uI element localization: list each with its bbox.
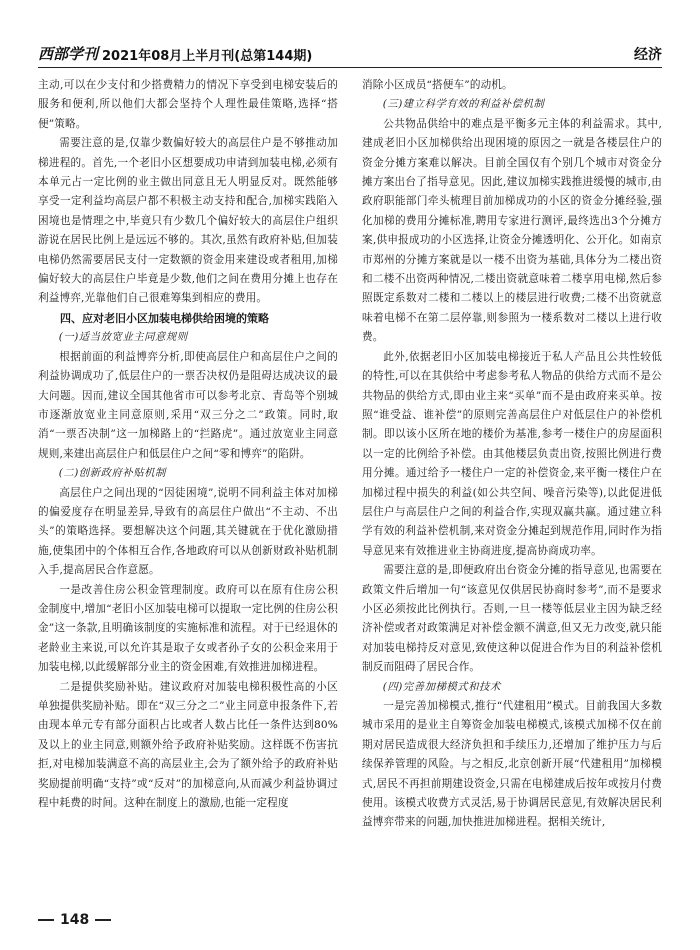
subsection-heading: (三)建立科学有效的利益补偿机制 — [382, 98, 545, 111]
paragraph: 此外,依据老旧小区加装电梯接近于私人产品且公共性较低的特性,可以在其供给中考虑参考私人物品的供给方式而不是公共物品的供给方式,即由业主来“买单”而不是由政府来买单。按照“谁受益、谁补偿”的原则完善高层住户对低层住户的补偿机制。即以该小区所在地的楼价为基准,参考一楼住户的房屋面积以一定的比例给予补偿。由其他楼层负责出资,按照比例进行费用分摊。通过给予一楼住户一定的补偿资金,来平衡一楼住户在加梯过程中损失的利益(如公共空间、噪音污染等),以此促进低层住户与高层住户之间的利益合作,实现双赢共赢。通过建立科学有效的利益补偿机制,来对资金分摊起到规范作用,同时作为指导意见来有效推进业主协商进度,提高协商成功率。 — [362, 350, 662, 557]
section-heading: 四、应对老旧小区加装电梯供给困境的策略 — [60, 311, 269, 325]
paragraph: 公共物品供给中的难点是平衡多元主体的利益需求。其中,建成老旧小区加梯供给出现困境的原因之一就是各楼层住户的资金分摊方案难以解决。目前全国仅有个别几个城市对资金分摊方案出台了指导意见。因此,建议加梯实践推进缓慢的城市,由政府职能部门牵头梳理目前加梯成功的小区的资金分摊经验,强化加梯的费用分摊标准,聘用专家进行测评,最终选出3个分摊方案,供申报成功的小区选择,让资金分摊透明化、公开化。如南京市郑州的分摊方案就是以一楼不出资为基础,具体分为二楼出资和二楼不出资两种情况,二楼出资就意味着二楼享用电梯,然后参照既定系数对二楼和二楼以上的楼层进行收费;二楼不出资就意味着电梯不在第二层停靠,则参照为一楼系数对二楼以上进行收费。 — [362, 117, 662, 344]
footer-dash-left — [38, 919, 54, 921]
paragraph: 根据前面的利益博弈分析,即使高层住户和高层住户之间的利益协调成功了,低层住户的一票否决权仍是阻碍达成决议的最大问题。因而,建议全国其他省市可以参考北京、青岛等个别城市逐渐放宽业主同意原则,采用“双三分之二”政策。同时,取消“一票否决制”这一加梯路上的“拦路虎”。通过放宽业主同意规则,来建出高层住户和低层住户之间“零和博弈”的陷阱。 — [38, 350, 338, 460]
left-column — [38, 76, 338, 898]
paragraph: 一是改善住房公积金管理制度。政府可以在原有住房公积金制度中,增加“老旧小区加装电梯可以提取一定比例的住房公积金”这一条款,且明确该制度的实施标准和流程。对于已经退休的老龄业主来说,可以允许其是取子女或者孙子女的公积金来用于加装电梯,以此缓解部分业主的资金困难,有效推进加梯进程。 — [38, 583, 338, 674]
header-left — [38, 43, 312, 64]
paragraph: 一是完善加梯模式,推行“代建租用”模式。目前我国大多数城市采用的是业主自筹资金加装电梯模式,该模式加梯不仅在前期对居民造成很大经济负担和手续压力,还增加了维护压力与后续保养管理的风险。与之相反,北京创新开展“代建租用”加梯模式,居民不再担前期建设资金,只需在电梯建成后按年或按月付费使用。该模式收费方式灵活,易于协调居民意见,有效解决居民利益博弈带来的问题,加快推进加梯进程。据相关统计, — [362, 700, 662, 829]
subsection-heading: (二)创新政府补贴机制 — [58, 467, 166, 480]
continued-paragraph: 消除小区成员“搭便车”的动机。 — [362, 79, 513, 91]
right-column — [362, 76, 662, 898]
issue-info: 2021年08月上半月刊(总第144期) — [102, 49, 313, 64]
subsection-heading: (一)适当放宽业主同意规则 — [58, 331, 188, 344]
section-name: 经济 — [634, 47, 662, 63]
journal-logo: 西部学刊 — [38, 45, 99, 63]
subsection-heading: (四)完善加梯模式和技术 — [382, 680, 501, 693]
footer-dash-right — [95, 919, 111, 921]
paragraph: 需要注意的是,即便政府出台资金分摊的指导意见,也需要在政策文件后增加一句“该意见仅供居民协商时参考”,而不是要求小区必须按此比例执行。否则,一旦一楼等低层业主因为缺乏经济补偿或者对政策满足对补偿金额不满意,但又无力改变,就只能对加装电梯持反对意见,致使这种以促进合作为目的利益补偿机制反而阻碍了居民合作。 — [362, 564, 662, 674]
paragraph: 高层住户之间出现的“因徒困境”,说明不同利益主体对加梯的偏爱度存在明显差异,导致有的高层住户做出“不主动、不出头”的策略选择。要想解决这个问题,其关键就在于优化激励措施,使集团中的个体相互合作,各地政府可以从创新财政补贴机制入手,提高居民合作意愿。 — [38, 486, 338, 577]
article-body — [38, 76, 662, 898]
continued-paragraph: 主动,可以在少支付和少搭费精力的情况下享受到电梯安装后的服务和便利,所以他们大都会坚持个人理性最佳策略,选择“搭便”策略。 — [38, 79, 338, 130]
paragraph: 二是提供奖励补贴。建议政府对加装电梯积极性高的小区单独提供奖励补贴。即在“双三分之二”业主同意申报条件下,若由现本单元专有部分面积占比或者人数占比任一条件达到80%及以上的业主同意,则额外给予政府补贴奖励。这样既不伤害抗拒,对电梯加装满意不高的高层业主,会为了额外给予的政府补贴奖励提前明确“支持”或“反对”的加梯意向,从而减少利益协调过程中耗费的时间。这种在制度上的激励,也能一定程度 — [38, 680, 338, 810]
page-header — [38, 42, 662, 68]
page-number: 148 — [60, 912, 90, 928]
page-footer — [38, 912, 111, 928]
paragraph: 需要注意的是,仅靠少数偏好较大的高层住户是不够推动加梯进程的。首先,一个老旧小区想要成功申请到加装电梯,必须有本单元占一定比例的业主做出同意且无人明显反对。既然能够享受一定利益均高层户都不积极主动支持和配合,加梯实践陷入困境也是情理之中,毕竟只有少数几个偏好较大的高层住户组织游说在居民比例上是远远不够的。其次,虽然有政府补贴,但加装电梯仍然需要居民支付一定数额的资金用来建设或者租用,加梯偏好较大的高层住户毕竟是少数,他们之间在费用分摊上也存在利益博弈,光靠他们自己很难筹集到相应的费用。 — [38, 137, 338, 305]
